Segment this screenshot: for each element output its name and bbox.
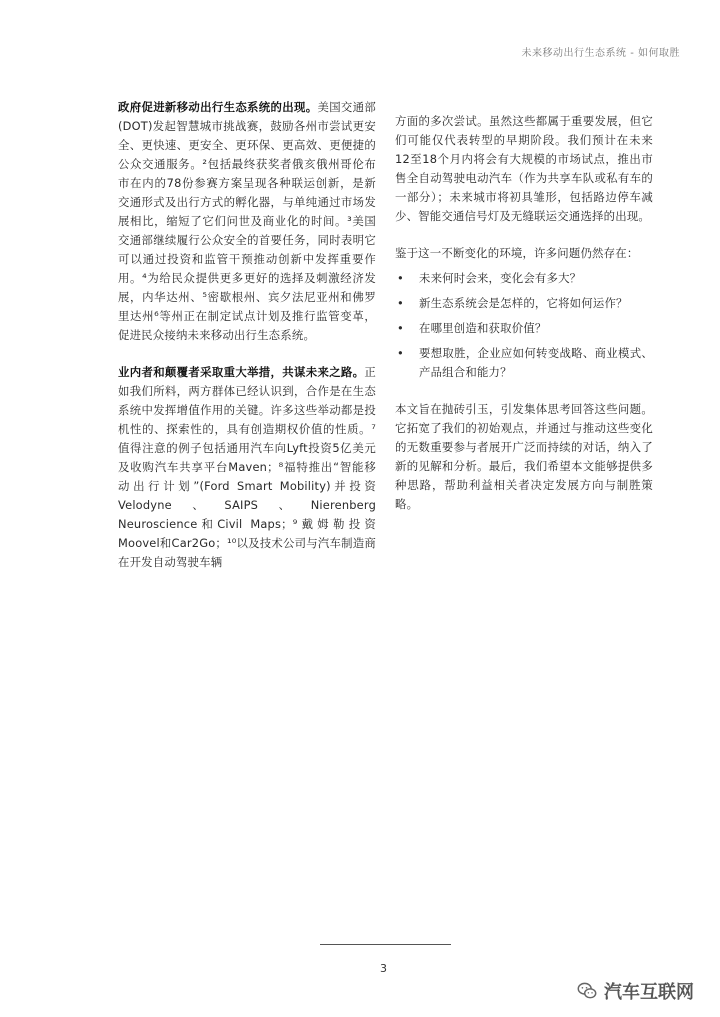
page-number: 3 — [380, 962, 387, 975]
list-item: • 未来何时会来，变化会有多大？ — [395, 269, 653, 288]
right-column — [395, 112, 653, 514]
paragraph-incumbents — [118, 363, 376, 572]
list-item: • 新生态系统会是怎样的，它将如何运作？ — [395, 294, 653, 313]
paragraph-government — [118, 98, 376, 345]
bullet-icon: • — [397, 296, 404, 310]
bullet-icon: • — [397, 271, 404, 285]
paragraph-questions-intro: 鉴于这一不断变化的环境，许多问题仍然存在： — [395, 246, 639, 260]
running-header: 未来移动出行生态系统 - 如何取胜 — [521, 48, 680, 59]
paragraph-title: 业内者和颠覆者采取重大举措，共谋未来之路。 — [118, 365, 365, 379]
paragraph-continuation: 方面的多次尝试。虽然这些都属于重要发展，但它们可能仅代表转型的早期阶段。我们预计在未来12至18个月内将会有大规模的市场试点，推出市售全自动驾驶电动汽车（作为共享车队或私有车的一部分）；未来城市将初具雏形，包括路边停车减少、智能交通信号灯及无缝联运交通选择的出现。 — [395, 114, 653, 223]
wechat-icon — [576, 980, 598, 1002]
paragraph-body: 正如我们所料，两方群体已经认识到，合作是在生态系统中发挥增值作用的关键。许多这些举动都是投机性的、探索性的，具有创造期权价值的性质。⁷值得注意的例子包括通用汽车向Lyft投资5亿美元及收购汽车共享平台Maven；⁸福特推出“智能移动出行计划”(Ford Smart Mobility)并投资Velodyne、SAIPS、Nierenberg Neuroscience和Civil Maps；⁹戴姆勒投资Moovel和Car2Go；¹⁰以及技术公司与汽车制造商在开发自动驾驶车辆 — [118, 365, 376, 569]
footer-divider — [320, 944, 451, 945]
list-item: • 在哪里创造和获取价值？ — [395, 319, 653, 338]
paragraph-title: 政府促进新移动出行生态系统的出现。 — [118, 100, 318, 114]
bullet-icon: • — [397, 346, 404, 360]
watermark — [576, 978, 694, 1004]
left-column — [118, 98, 376, 572]
questions-list — [395, 269, 653, 382]
paragraph-body: 美国交通部(DOT)发起智慧城市挑战赛，鼓励各州市尝试更安全、更快速、更安全、更环保、更高效、更便捷的公众交通服务。²包括最终获奖者俄亥俄州哥伦布市在内的78份参赛方案呈现各种联运创新，是新交通形式及出行方式的孵化器，与单纯通过市场发展相比，缩短了它们问世及商业化的时间。³美国交通部继续履行公众安全的首要任务，同时表明它可以通过投资和监管干预推动创新中发挥重要作用。⁴为给民众提供更多更好的选择及刺激经济发展，内华达州、⁵密歇根州、宾夕法尼亚州和佛罗里达州⁶等州正在制定试点计划及推行监管变革，促进民众接纳未来移动出行生态系统。 — [118, 100, 376, 342]
list-item: • 要想取胜，企业应如何转变战略、商业模式、产品组合和能力？ — [397, 346, 653, 379]
watermark-text: 汽车互联网 — [604, 982, 694, 1003]
bullet-icon: • — [397, 321, 404, 335]
paragraph-conclusion: 本文旨在抛砖引玉，引发集体思考回答这些问题。它拓宽了我们的初始观点，并通过与推动这些变化的无数重要参与者展开广泛而持续的对话，纳入了新的见解和分析。最后，我们希望本文能够提供多种思路，帮助利益相关者决定发展方向与制胜策略。 — [395, 402, 653, 511]
